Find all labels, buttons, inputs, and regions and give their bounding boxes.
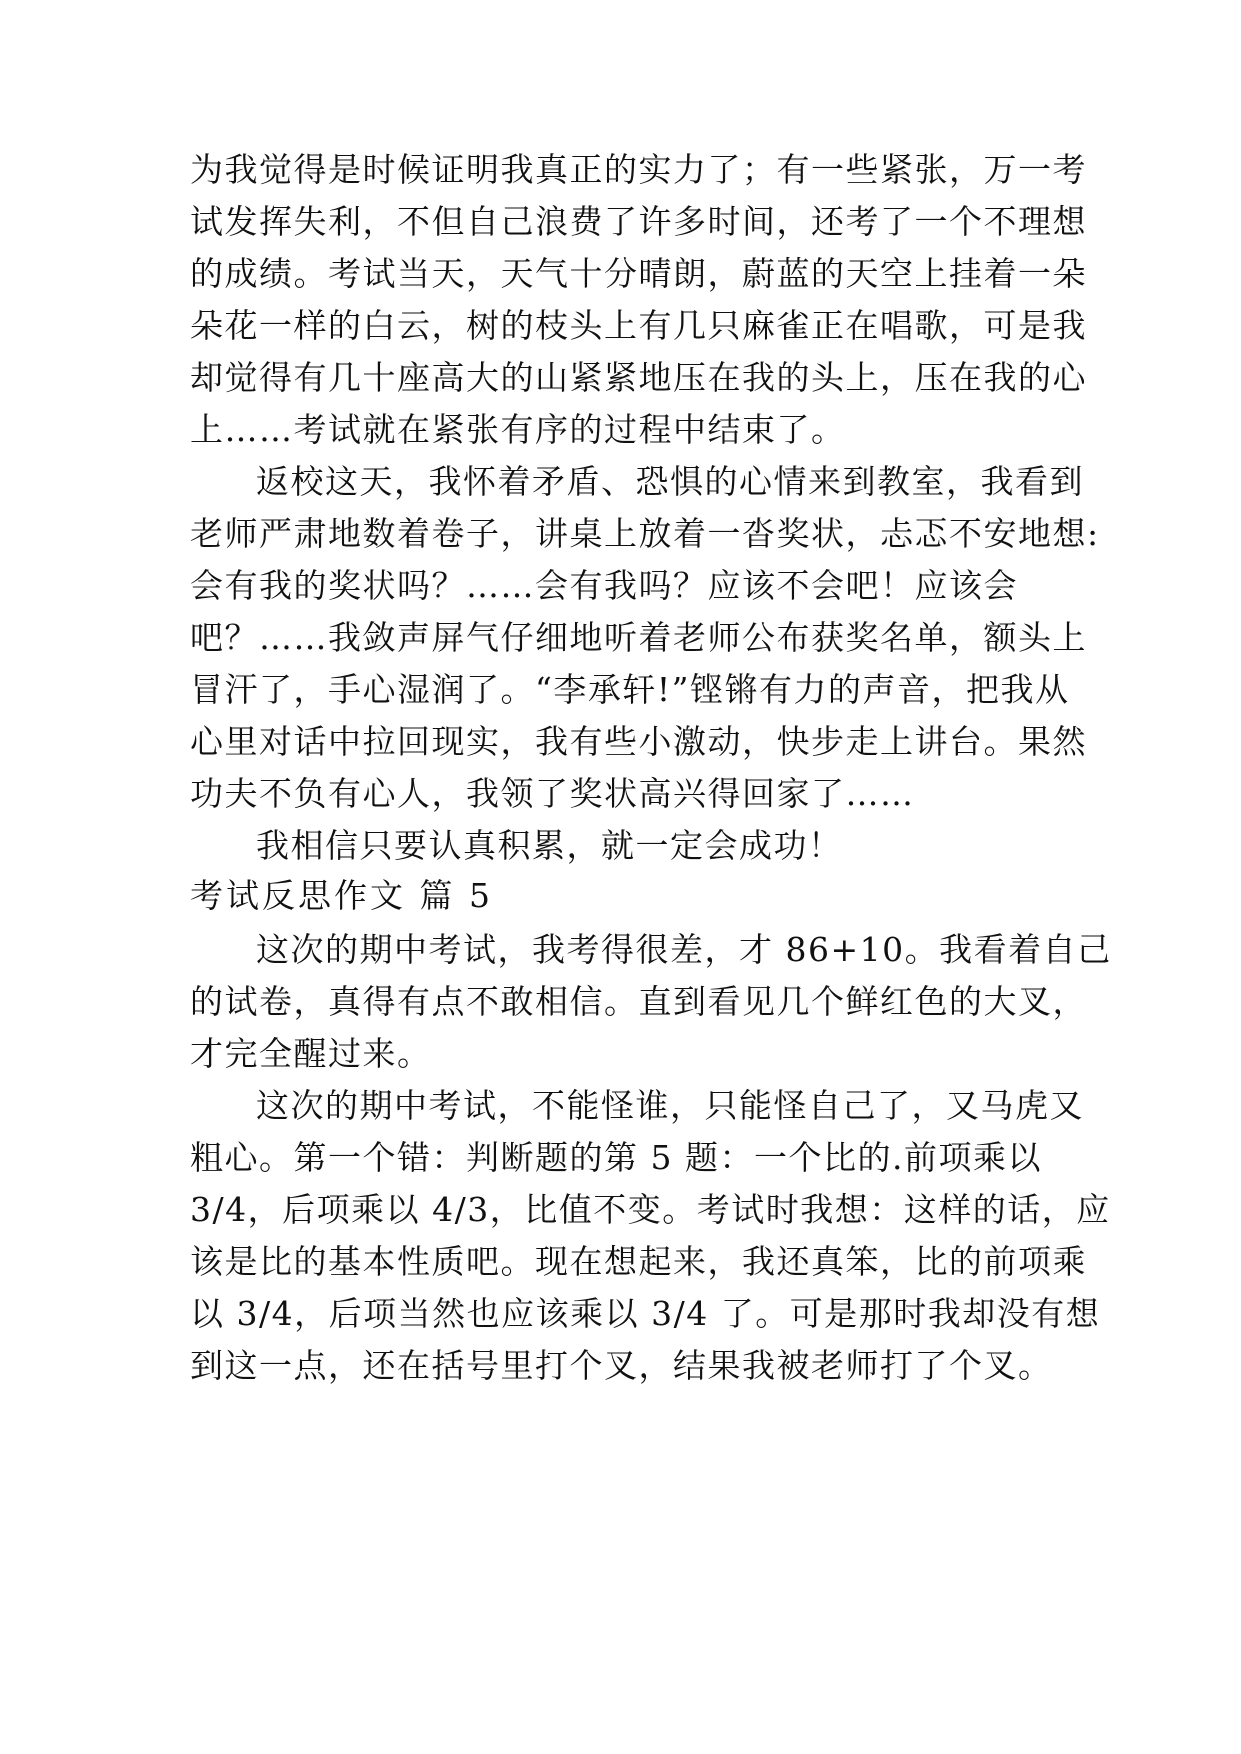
paragraph-first-line: 这次的期中考试，不能怪谁，只能怪自己了，又马虎又 <box>256 1086 1084 1125</box>
text-line: 才完全醒过来。 <box>190 1034 432 1073</box>
paragraph-first-line: 我相信只要认真积累，就一定会成功！ <box>256 826 843 865</box>
text-line: 却觉得有几十座高大的山紧紧地压在我的头上，压在我的心 <box>190 358 1087 397</box>
text-line: 上……考试就在紧张有序的过程中结束了。 <box>190 410 846 449</box>
text-line: 功夫不负有心人，我领了奖状高兴得回家了…… <box>190 774 915 813</box>
text-line: 粗心。第一个错：判断题的第 5 题：一个比的.前项乘以 <box>190 1138 1042 1177</box>
text-line: 该是比的基本性质吧。现在想起来，我还真笨，比的前项乘 <box>190 1242 1087 1281</box>
paragraph-first-line: 这次的期中考试，我考得很差，才 86+10。我看着自己 <box>256 930 1112 969</box>
text-line: 以 3/4，后项当然也应该乘以 3/4 了。可是那时我却没有想 <box>190 1294 1101 1333</box>
text-line: 到这一点，还在括号里打个叉，结果我被老师打了个叉。 <box>190 1346 1053 1385</box>
text-line: 会有我的奖状吗？……会有我吗？应该不会吧！应该会 <box>190 566 1018 605</box>
text-line: 的成绩。考试当天，天气十分晴朗，蔚蓝的天空上挂着一朵 <box>190 254 1087 293</box>
text-line: 心里对话中拉回现实，我有些小激动，快步走上讲台。果然 <box>190 722 1087 761</box>
text-line: 3/4，后项乘以 4/3，比值不变。考试时我想：这样的话，应 <box>190 1190 1111 1229</box>
section-heading: 考试反思作文 篇 5 <box>190 876 493 915</box>
text-line: 朵花一样的白云，树的枝头上有几只麻雀正在唱歌，可是我 <box>190 306 1087 345</box>
paragraph-first-line: 返校这天，我怀着矛盾、恐惧的心情来到教室，我看到 <box>256 462 1084 501</box>
text-line: 冒汗了，手心湿润了。“李承轩!”铿锵有力的声音，把我从 <box>190 670 1070 709</box>
text-line: 老师严肃地数着卷子，讲桌上放着一沓奖状，忐忑不安地想: <box>190 514 1100 553</box>
text-line: 吧？……我敛声屏气仔细地听着老师公布获奖名单，额头上 <box>190 618 1087 657</box>
text-line: 的试卷，真得有点不敢相信。直到看见几个鲜红色的大叉， <box>190 982 1087 1021</box>
text-line: 为我觉得是时候证明我真正的实力了；有一些紧张，万一考 <box>190 150 1087 189</box>
text-line: 试发挥失利，不但自己浪费了许多时间，还考了一个不理想 <box>190 202 1087 241</box>
